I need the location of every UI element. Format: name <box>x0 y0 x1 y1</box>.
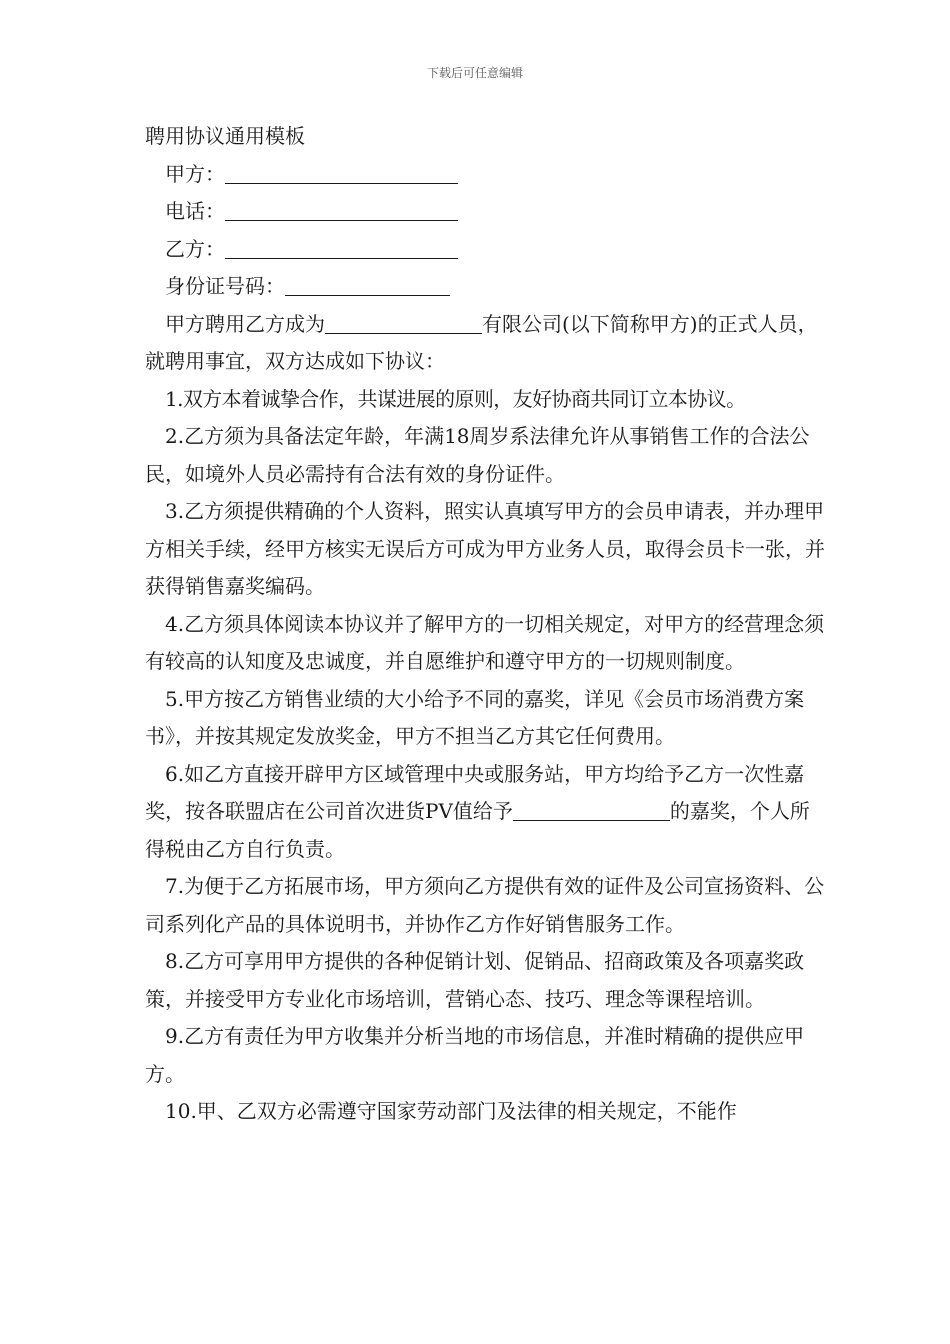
field-label: 身份证号码： <box>165 274 285 298</box>
fill-blank[interactable] <box>225 161 458 184</box>
field-party-b <box>145 231 825 269</box>
clause-3: 3.乙方须提供精确的个人资料，照实认真填写甲方的会员申请表，并办理甲方相关手续，经甲方核实无误后方可成为甲方业务人员，取得会员卡一张，并获得销售嘉奖编码。 <box>145 499 825 598</box>
fill-blank[interactable] <box>285 273 450 296</box>
fill-blank[interactable] <box>513 798 670 821</box>
clause-7: 7.为便于乙方拓展市场，甲方须向乙方提供有效的证件及公司宣扬资料、公司系列化产品的具体说明书，并协作乙方作好销售服务工作。 <box>145 874 825 936</box>
fill-blank[interactable] <box>225 236 458 259</box>
fill-blank[interactable] <box>325 311 482 334</box>
intro-text-after: 有限公司(以下简称甲方)的正式人员，就聘用事宜，双方达成如下协议： <box>145 311 818 373</box>
clause-10: 10.甲、乙双方必需遵守国家劳动部门及法律的相关规定，不能作 <box>165 1099 737 1123</box>
field-label: 电话： <box>165 199 225 223</box>
field-label: 乙方： <box>165 236 225 261</box>
intro-text-before: 甲方聘用乙方成为 <box>165 311 325 336</box>
clause-9: 9.乙方有责任为甲方收集并分析当地的市场信息，并准时精确的提供应甲方。 <box>145 1024 805 1086</box>
field-party-a <box>145 156 825 194</box>
field-label: 甲方： <box>165 161 225 186</box>
header-note: 下载后可任意编辑 <box>426 66 523 80</box>
document-title: 聘用协议通用模板 <box>145 124 305 148</box>
clause-2: 2.乙方须为具备法定年龄，年满18周岁系法律允许从事销售工作的合法公民，如境外人员必需持有合法有效的身份证件。 <box>145 424 810 486</box>
clause-6-text-before: 6.如乙方直接开辟甲方区域管理中央或服务站，甲方均给予乙方一次性嘉奖，按各联盟店在公司首次进货PV值给予 <box>145 761 805 823</box>
fill-blank[interactable] <box>225 198 458 221</box>
field-phone <box>145 193 825 231</box>
clause-4: 4.乙方须具体阅读本协议并了解甲方的一切相关规定，对甲方的经营理念须有较高的认知度及忠诚度，并自愿维护和遵守甲方的一切规则制度。 <box>145 611 825 673</box>
clause-1: 1.双方本着诚挚合作，共谋进展的原则，友好协商共同订立本协议。 <box>165 386 746 411</box>
document-body <box>145 118 825 1131</box>
intro-paragraph <box>145 306 825 381</box>
clause-6 <box>145 756 825 869</box>
clause-5: 5.甲方按乙方销售业绩的大小给予不同的嘉奖，详见《会员市场消费方案书》，并按其规定发放奖金，甲方不担当乙方其它任何费用。 <box>145 686 805 748</box>
clause-6-text-after: 的嘉奖，个人所得税由乙方自行负责。 <box>145 799 810 861</box>
field-id-number <box>145 268 825 306</box>
clause-8: 8.乙方可享用甲方提供的各种促销计划、促销品、招商政策及各项嘉奖政策，并接受甲方专业化市场培训，营销心态、技巧、理念等课程培训。 <box>145 949 805 1011</box>
